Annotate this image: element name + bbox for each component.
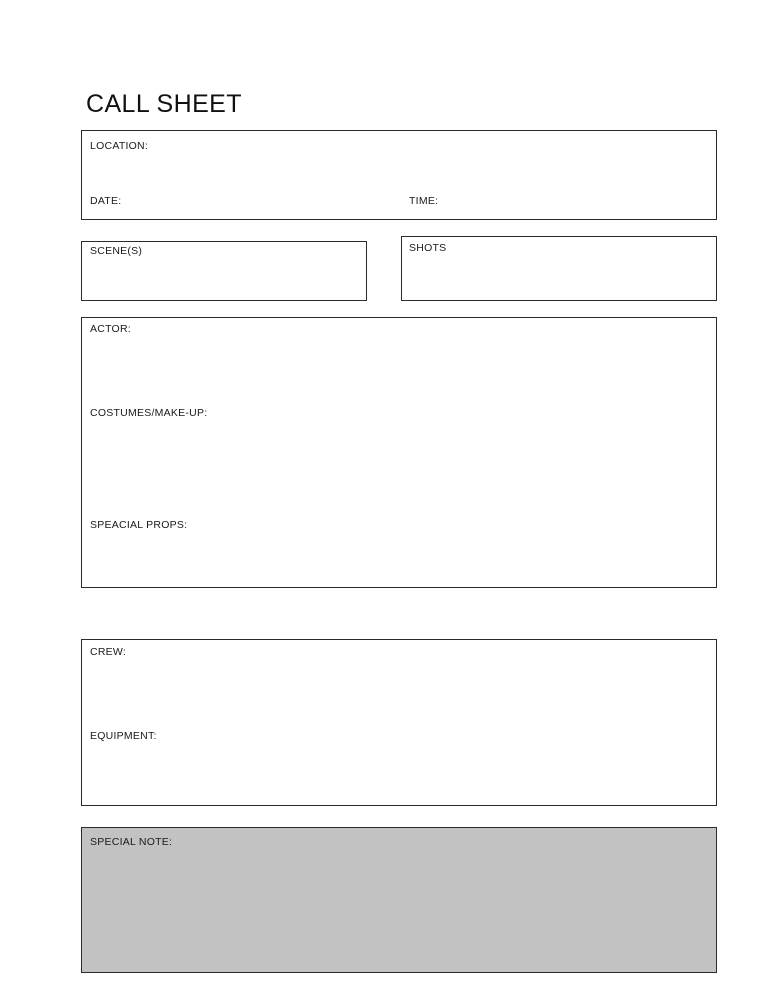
shots-fieldset[interactable] [401,236,717,301]
special-props-label: SPEACIAL PROPS: [90,519,188,531]
crew-fieldset[interactable] [81,639,717,806]
location-label: LOCATION: [90,140,149,152]
time-label: TIME: [409,195,439,207]
scenes-label: SCENE(S) [90,245,143,257]
shots-label: SHOTS [409,242,447,254]
special-note-fieldset[interactable] [81,827,717,973]
location-fieldset[interactable] [81,130,717,220]
actor-fieldset[interactable] [81,317,717,588]
costumes-makeup-label: COSTUMES/MAKE-UP: [90,407,208,419]
date-label: DATE: [90,195,122,207]
actor-label: ACTOR: [90,323,131,335]
crew-label: CREW: [90,646,127,658]
equipment-label: EQUIPMENT: [90,730,157,742]
page-title: CALL SHEET [86,90,242,118]
special-note-label: SPECIAL NOTE: [90,836,173,848]
